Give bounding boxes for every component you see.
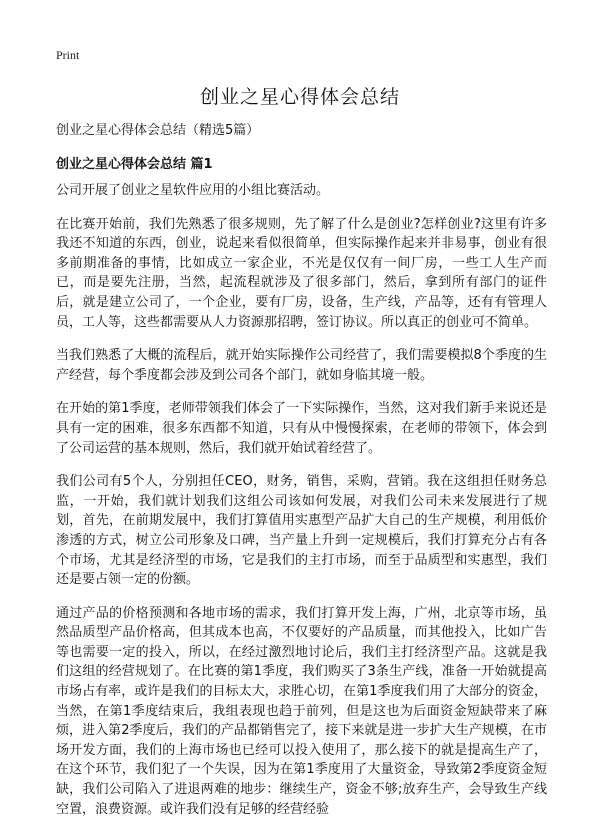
paragraph-6: 通过产品的价格预测和各地市场的需求，我们打算开发上海，广州，北京等市场，虽然品质型产品价格高，但其成本也高，不仅要好的产品质量，而其他投入，比如广告等也需要一定的投入，所以，在经过激烈地讨论后，我们主打经济型产品。这就是我们这组的经营规划了。在比赛的第1季度，我们购买了3条生产线，准备一开始就提高市场占有率，或许是我们的目标太大，求胜心切，在第1季度我们用了大部分的资金，当然，在第1季度结束后，我组表现也趋于前列，但是这也为后面资金短缺带来了麻烦，进入第2季度后，我们的产品都销售完了，接下来就是进一步扩大生产规模，在市场开发方面，我们的上海市场也已经可以投入使用了，那么接下的就是提高生产了，在这个环节，我们犯了一个失误，因为在第1季度用了大量资金，导致第2季度资金短缺，我们公司陷入了进退两难的地步：继续生产，资金不够;放弃生产，会导致生产线空置，浪费资源。或许我们没有足够的经营经验 [56,605,547,817]
paragraph-3: 当我们熟悉了大概的流程后，就开始实际操作公司经营了，我们需要模拟8个季度的生产经营，每个季度都会涉及到公司各个部门，就如身临其境一般。 [56,348,547,383]
paragraph-4: 在开始的第1季度，老师带领我们体会了一下实际操作，当然，这对我们新手来说还是具有一定的困难，很多东西都不知道，只有从中慢慢探索，在老师的带领下，体会到了公司运营的基本规则，然后，我们就开始试着经营了。 [56,401,547,456]
section-heading: 创业之星心得体会总结 篇1 [56,157,213,172]
document-title: 创业之星心得体会总结 [199,86,400,108]
document-body [56,181,547,833]
print-link[interactable]: Print [56,48,80,62]
paragraph-1: 公司开展了创业之星软件应用的小组比赛活动。 [56,183,330,198]
paragraph-5: 我们公司有5个人，分别担任CEO，财务，销售，采购，营销。我在这组担任财务总监，一开始，我们就计划我们这组公司该如何发展，对我们公司未来发展进行了规划，首先，在前期发展中，我们打算值用实惠型产品扩大自己的生产规模，利用低价渗透的方式，树立公司形象及口碑，当产量上升到一定规模后，我们打算充分占有各个市场，尤其是经济型的市场，它是我们的主打市场，而至于品质型和实惠型，我们还是要占领一定的份额。 [56,474,547,588]
document-subtitle: 创业之星心得体会总结（精选5篇） [56,123,260,138]
paragraph-2: 在比赛开始前，我们先熟悉了很多规则，先了解了什么是创业?怎样创业?这里有许多我还不知道的东西，创业，说起来看似很简单，但实际操作起来并非易事，创业有很多前期准备的事情，比如成立一家企业，不光是仅仅有一间厂房，一些工人生产而已，而是要先注册，当然，起流程就涉及了很多部门，然后，拿到所有部门的证件后，就是建立公司了，一个企业，要有厂房，设备，生产线，产品等，还有有管理人员，工人等，这些都需要从人力资源那招聘，签订协议。所以真正的创业可不简单。 [56,216,547,330]
